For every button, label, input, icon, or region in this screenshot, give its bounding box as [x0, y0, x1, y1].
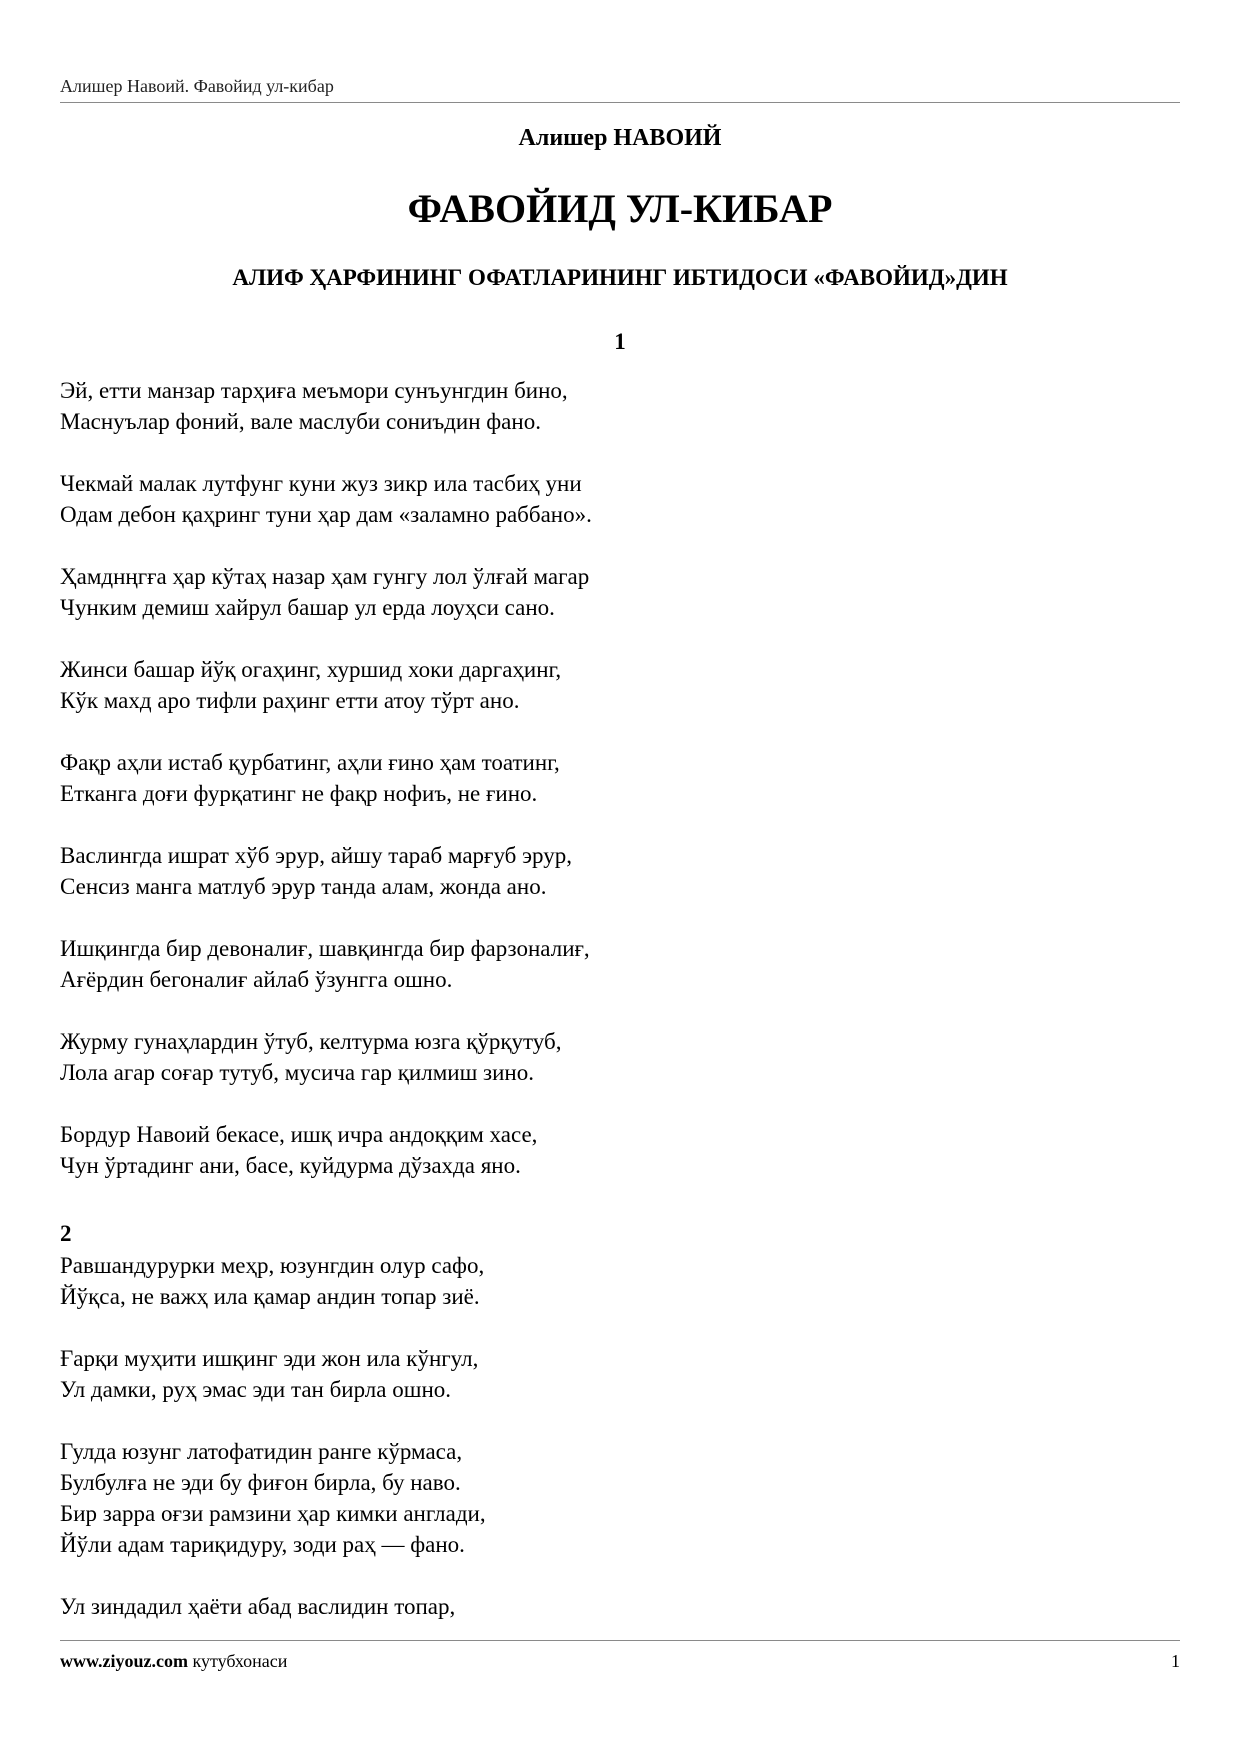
footer-suffix: кутубхонаси — [187, 1651, 288, 1671]
stanza — [60, 375, 1160, 437]
verse-line: Етканга доғи фурқатинг не фақр нофиъ, не ғино. — [60, 781, 538, 806]
verse-line: Йўқса, не важҳ ила қамар андин топар зиё. — [60, 1284, 480, 1309]
stanza — [60, 1343, 1160, 1405]
verse-line: Лола агар соғар тутуб, мусича гар қилмиш зино. — [60, 1060, 534, 1085]
verse-line: Ул зиндадил ҳаёти абад васлидин топар, — [60, 1594, 456, 1619]
verse-line: Васлингда ишрат хўб эрур, айшу тараб марғуб эрур, — [60, 843, 572, 868]
document-title: ФАВОЙИД УЛ-КИБАР — [407, 186, 833, 231]
verse-line: Маснуълар фоний, вале маслуби сониъдин фано. — [60, 409, 541, 434]
stanza — [60, 468, 1160, 530]
stanza — [60, 561, 1160, 623]
poem-number: 1 — [614, 329, 626, 354]
stanza — [60, 1250, 1160, 1312]
footer-divider — [60, 1640, 1180, 1641]
footer-credit — [60, 1651, 287, 1671]
verse-line: Бир зарра оғзи рамзини ҳар кимки англади, — [60, 1501, 486, 1526]
poem-body — [60, 375, 1160, 1181]
stanza — [60, 840, 1160, 902]
running-header: Алишер Навоий. Фавойид ул-кибар — [60, 76, 334, 96]
verse-line: Жинси башар йўқ огаҳинг, хуршид хоки даргаҳинг, — [60, 657, 562, 682]
verse-line: Булбулға не эди бу фиғон бирла, бу наво. — [60, 1470, 461, 1495]
verse-line: Эй, етти манзар тарҳиға меъмори сунъунгдин бино, — [60, 378, 568, 403]
author-name: Алишер НАВОИЙ — [518, 125, 722, 151]
verse-line: Сенсиз манга матлуб эрур танда алам, жонда ано. — [60, 874, 547, 899]
stanza — [60, 1119, 1160, 1181]
verse-line: Ул дамки, руҳ эмас эди тан бирла ошно. — [60, 1377, 451, 1402]
stanza — [60, 1591, 1160, 1622]
verse-line: Ҳамднңгға ҳар кўтаҳ назар ҳам гунгу лол ўлғай магар — [60, 564, 590, 589]
stanza — [60, 654, 1160, 716]
verse-line: Ағёрдин бегоналиғ айлаб ўзунгга ошно. — [60, 967, 453, 992]
poem-number: 2 — [60, 1221, 72, 1246]
verse-line: Фақр аҳли истаб қурбатинг, аҳли ғино ҳам тоатинг, — [60, 750, 560, 775]
verse-line: Равшандурурки меҳр, юзунгдин олур сафо, — [60, 1253, 485, 1278]
stanza — [60, 747, 1160, 809]
verse-line: Чунким демиш хайрул башар ул ерда лоуҳси сано. — [60, 595, 555, 620]
verse-line: Одам дебон қаҳринг туни ҳар дам «заламно раббано». — [60, 502, 592, 527]
section-subtitle: АЛИФ ҲАРФИНИНГ ОФАТЛАРИНИНГ ИБТИДОСИ «ФАВОЙИД»ДИН — [232, 265, 1008, 290]
verse-line: Ишқингда бир девоналиғ, шавқингда бир фарзоналиғ, — [60, 936, 590, 961]
verse-line: Ғарқи муҳити ишқинг эди жон ила кўнгул, — [60, 1346, 479, 1371]
verse-line: Бордур Навоий бекасе, ишқ ичра андоққим хасе, — [60, 1122, 538, 1147]
verse-line: Гулда юзунг латофатидин ранге кўрмаса, — [60, 1439, 463, 1464]
stanza — [60, 933, 1160, 995]
footer-site: www.ziyouz.com — [60, 1651, 188, 1671]
stanza — [60, 1026, 1160, 1088]
header-divider — [60, 102, 1180, 103]
verse-line: Чекмай малак лутфунг куни жуз зикр ила тасбиҳ уни — [60, 471, 582, 496]
page-number: 1 — [1171, 1651, 1180, 1671]
verse-line: Йўли адам тариқидуру, зоди раҳ — фано. — [60, 1532, 465, 1557]
verse-line: Чун ўртадинг ани, басе, куйдурма дўзахда яно. — [60, 1153, 521, 1178]
verse-line: Журму гунаҳлардин ўтуб, келтурма юзга қўрқутуб, — [60, 1029, 562, 1054]
stanza — [60, 1436, 1160, 1560]
verse-line: Кўк махд аро тифли раҳинг етти атоу тўрт ано. — [60, 688, 520, 713]
poem-body — [60, 1250, 1160, 1622]
